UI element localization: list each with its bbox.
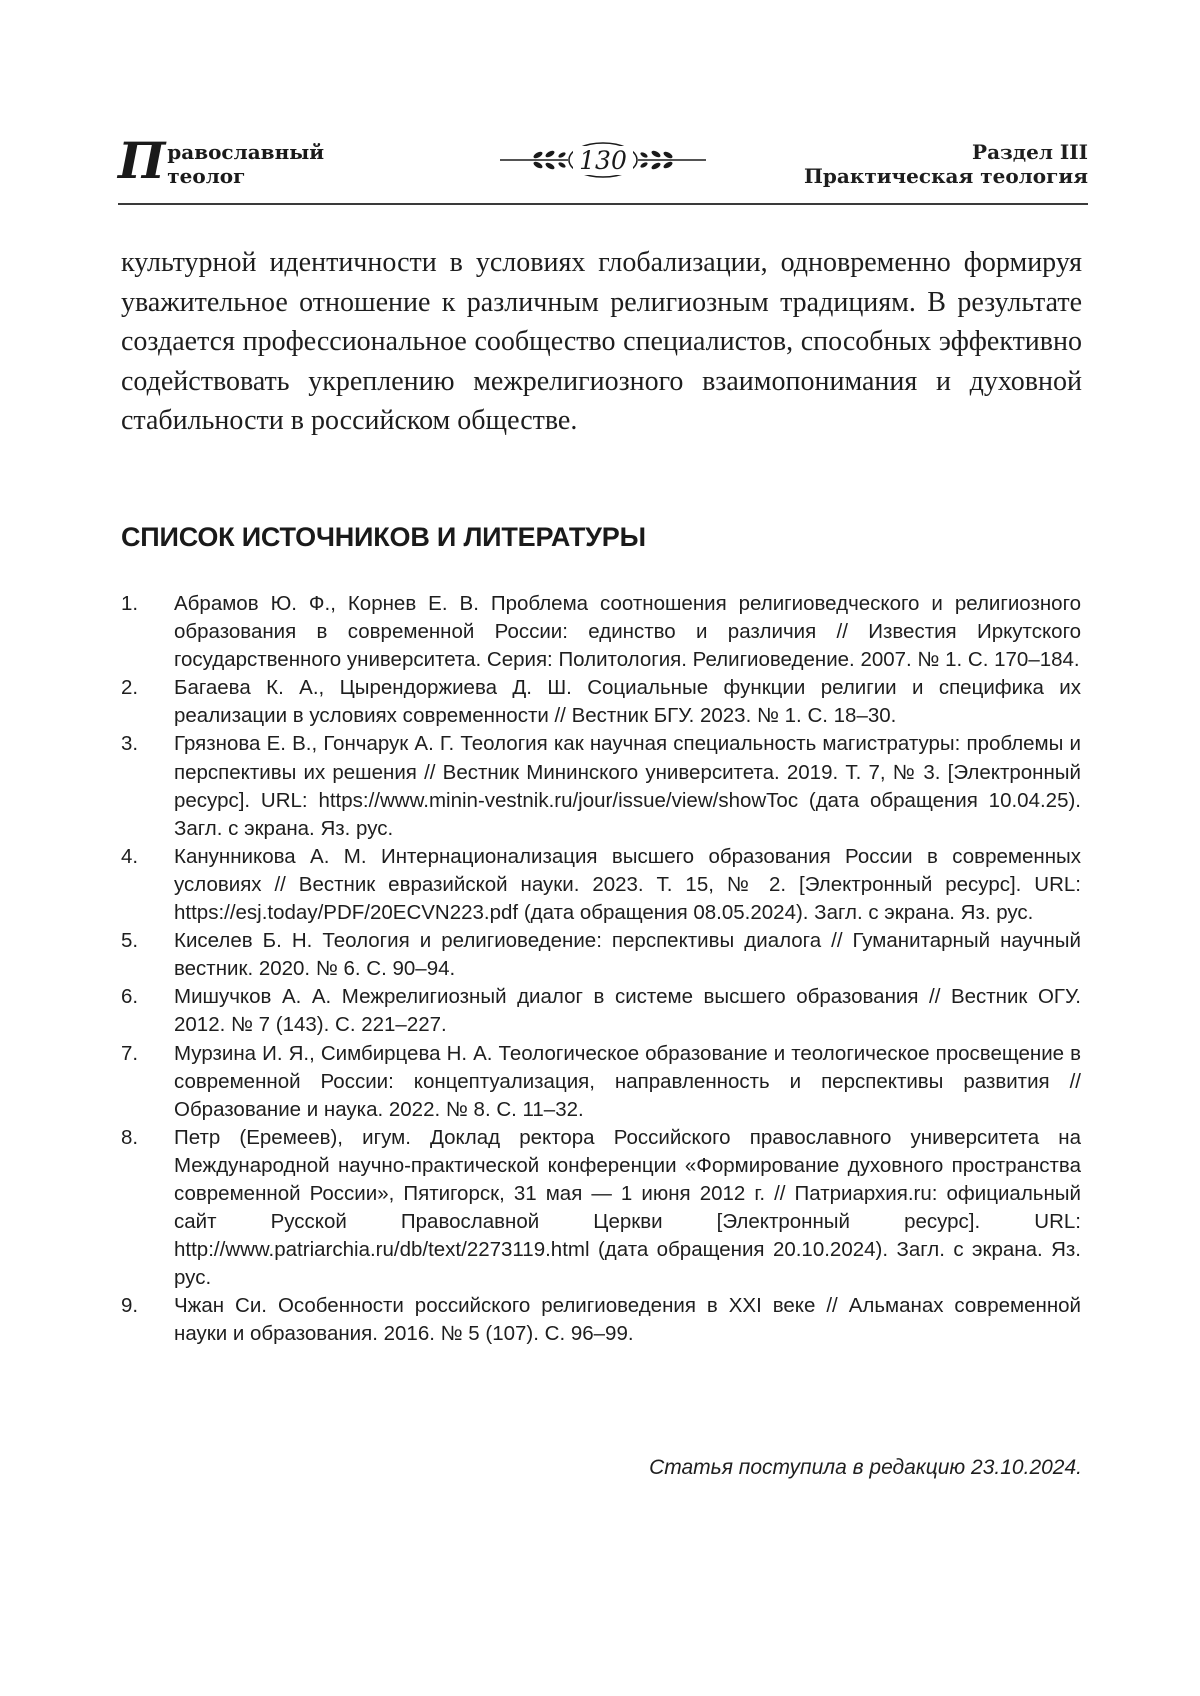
journal-logo bbox=[118, 131, 325, 190]
reference-number: 2. bbox=[121, 676, 139, 700]
running-header bbox=[118, 131, 1088, 204]
reference-item bbox=[121, 927, 1081, 983]
reference-item bbox=[121, 674, 1081, 730]
section-label bbox=[804, 140, 1088, 188]
logo-initial: П bbox=[118, 131, 166, 190]
received-date-note: Статья поступила в редакцию 23.10.2024. bbox=[649, 1456, 1082, 1479]
section-title: Практическая теология bbox=[804, 164, 1088, 188]
reference-item bbox=[121, 983, 1081, 1039]
reference-number: 7. bbox=[121, 1041, 139, 1065]
reference-item bbox=[121, 1124, 1081, 1293]
reference-item bbox=[121, 1292, 1081, 1348]
reference-item bbox=[121, 590, 1081, 674]
reference-number: 6. bbox=[121, 985, 139, 1009]
reference-text: Мишучков А. А. Межрелигиозный диалог в системе высшего образования // Вестник ОГУ. 2012. № 7 (143). С. 221–227. bbox=[174, 985, 1081, 1037]
reference-item bbox=[121, 1040, 1081, 1124]
reference-number: 4. bbox=[121, 844, 139, 868]
references-heading: СПИСОК ИСТОЧНИКОВ И ЛИТЕРАТУРЫ bbox=[121, 522, 646, 552]
reference-number: 8. bbox=[121, 1125, 139, 1149]
page-number: 130 bbox=[573, 146, 633, 175]
page-number-ornament bbox=[498, 140, 708, 180]
reference-item bbox=[121, 843, 1081, 927]
logo-line-1: равославный bbox=[167, 140, 325, 164]
reference-text: Абрамов Ю. Ф., Корнев Е. В. Проблема соотношения религиоведческого и религиозного образования в современной России: единство и различия // Известия Иркутского государственного университета. Серия: Политология. Религиоведение. 2007. № 1. С. 170–184. bbox=[174, 592, 1081, 672]
reference-item bbox=[121, 730, 1081, 842]
reference-number: 3. bbox=[121, 732, 139, 756]
logo-wordmark bbox=[167, 140, 324, 188]
reference-text: Грязнова Е. В., Гончарук А. Г. Теология как научная специальность магистратуры: проблемы и перспективы их решения // Вестник Мининского университета. 2019. Т. 7, № 3. [Электронный ресурс]. URL: https://www.minin-vestnik.ru/jour/issue/view/showToc (дата обращения 10.04.25). Загл. с экрана. Яз. рус. bbox=[174, 732, 1081, 840]
reference-number: 5. bbox=[121, 929, 139, 953]
header-divider bbox=[118, 203, 1088, 205]
logo-line-2: теолог bbox=[167, 164, 246, 188]
reference-text: Чжан Си. Особенности российского религиоведения в XXI веке // Альманах современной науки и образования. 2016. № 5 (107). С. 96–99. bbox=[174, 1294, 1081, 1346]
section-number: Раздел III bbox=[972, 140, 1088, 164]
references-list bbox=[121, 590, 1081, 1349]
reference-text: Киселев Б. Н. Теология и религиоведение: перспективы диалога // Гуманитарный научный вестник. 2020. № 6. С. 90–94. bbox=[174, 929, 1081, 981]
body-paragraph: культурной идентичности в условиях глобализации, одновременно формируя уважительное отношение к различным религиозным традициям. В результате создается профессиональное сообщество специалистов, способных эффективно содействовать укреплению межрелигиозного взаимопонимания и духовной стабильности в российском обществе. bbox=[121, 247, 1082, 436]
reference-number: 9. bbox=[121, 1294, 139, 1318]
reference-text: Канунникова А. М. Интернационализация высшего образования России в современных условиях // Вестник евразийской науки. 2023. Т. 15, № 2. [Электронный ресурс]. URL: https://esj.today/PDF/20ECVN223.pdf (дата обращения 08.05.2024). Загл. с экрана. Яз. рус. bbox=[174, 844, 1081, 925]
reference-text: Багаева К. А., Цырендоржиева Д. Ш. Социальные функции религии и специфика их реализации в условиях современности // Вестник БГУ. 2023. № 1. С. 18–30. bbox=[174, 676, 1081, 728]
reference-text: Петр (Еремеев), игум. Доклад ректора Российского православного университета на Международной научно-практической конференции «Формирование духовного пространства современной России», Пятигорск, 31 мая — 1 июня 2012 г. // Патриархия.ru: официальный сайт Русской Православной Церкви [Электронный ресурс]. URL: http://www.patriarchia.ru/db/text/2273119.html (дата обращения 20.10.2024). Загл. с экрана. Яз. рус. bbox=[174, 1125, 1081, 1290]
reference-number: 1. bbox=[121, 592, 139, 615]
reference-text: Мурзина И. Я., Симбирцева Н. А. Теологическое образование и теологическое просвещение в современной России: концептуализация, направленность и перспективы развития // Образование и наука. 2022. № 8. С. 11–32. bbox=[174, 1041, 1081, 1121]
